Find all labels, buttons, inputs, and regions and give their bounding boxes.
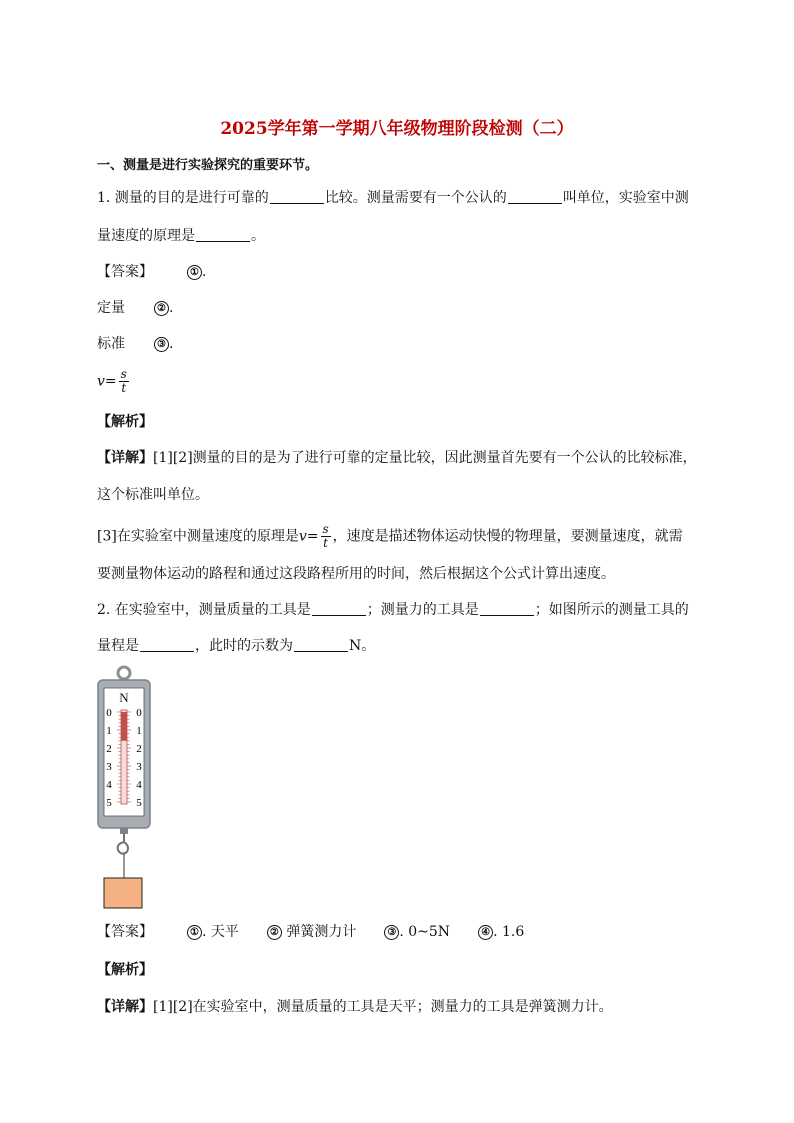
marker-4: ④ [478, 925, 493, 940]
answer-dot: . [169, 300, 174, 316]
tick-label-right: 4 [136, 779, 142, 791]
q2-text-1: 2. 在实验室中，测量质量的工具是 [97, 602, 311, 618]
marker-2: ② [267, 925, 282, 940]
q1-text-4: 量速度的原理是 [97, 228, 195, 244]
formula-v: v [97, 373, 105, 390]
detail-label: 【详解】 [97, 999, 153, 1015]
analysis-label: 【解析】 [97, 414, 153, 430]
q1-text-5: 。 [251, 228, 265, 244]
answer-blank [270, 189, 324, 204]
tick-label-left: 0 [106, 707, 112, 719]
tick-label-right: 1 [136, 725, 142, 737]
tick-label-left: 4 [106, 779, 112, 791]
formula-eq: = [104, 373, 117, 390]
answer-blank [196, 227, 250, 242]
q2-text-4: 量程是 [97, 638, 139, 654]
answer-1-text: 定量 [97, 300, 125, 316]
answer-label: 【答案】 [97, 924, 153, 940]
tick-label-right: 5 [136, 797, 142, 809]
q1-text-2: 比较。测量需要有一个公认的 [324, 190, 507, 206]
answer-blank [140, 637, 194, 652]
e1-text-3b: ，速度是描述物体运动快慢的物理量，要测量速度，就需 [332, 528, 683, 545]
tick-label-right: 0 [136, 707, 142, 719]
detail-label: 【详解】 [97, 450, 153, 466]
explanation-1-line-4: 要测量物体运动的路程和通过这段路程所用的时间，然后根据这个公式计算出速度。 [97, 566, 615, 582]
explanation-2-line-1 [97, 997, 613, 1017]
q2-answer-2: 弹簧测力计 [281, 924, 357, 940]
explanation-1-line-3 [97, 523, 683, 550]
e1-text-3a: [3]在实验室中测量速度的原理是 [97, 528, 299, 545]
page-title: 2025学年第一学期八年级物理阶段检测（二） [220, 119, 574, 139]
spring-scale-figure [94, 664, 154, 912]
formula-s: s [322, 522, 329, 536]
answer-row-2 [97, 298, 173, 318]
indicator-fill [121, 712, 127, 741]
q2-text-6: N。 [349, 638, 376, 654]
formula-t: t [121, 381, 127, 395]
e2-text-1: [1][2]在实验室中，测量质量的工具是天平；测量力的工具是弹簧测力计。 [153, 999, 613, 1015]
answer-row-1 [97, 262, 206, 282]
formula-t: t [323, 536, 328, 550]
answer-blank [508, 189, 562, 204]
marker-1: ① [187, 265, 202, 280]
marker-1: ① [187, 925, 202, 940]
q2-text-2: ；测量力的工具是 [366, 602, 479, 618]
q2-answer-4: . 1.6 [493, 924, 525, 940]
question-2-line-2 [97, 636, 375, 656]
question-2-line-1 [97, 600, 689, 620]
answer-blank [480, 601, 534, 616]
answer-row-3 [97, 334, 173, 354]
tick-label-right: 2 [136, 743, 142, 755]
hook-icon [118, 834, 128, 854]
marker-3: ③ [154, 337, 169, 352]
formula-fraction [321, 523, 331, 550]
answer-row-q2 [97, 922, 524, 942]
hanging-weight [104, 878, 142, 908]
unit-label: N [119, 690, 129, 705]
question-1-line-1 [97, 188, 689, 208]
marker-3: ③ [384, 925, 399, 940]
tick-label-left: 3 [106, 761, 112, 773]
formula-s: s [120, 367, 127, 381]
answer-dot: . [169, 336, 174, 352]
answer-dot: . [202, 264, 207, 280]
explanation-1-line-1 [97, 448, 697, 468]
explanation-1-line-2: 这个标准叫单位。 [97, 487, 209, 503]
q1-text-1: 1. 测量的目的是进行可靠的 [97, 190, 269, 206]
hook-connector [120, 828, 128, 834]
q2-answer-1: . 天平 [202, 924, 239, 940]
tick-label-left: 5 [106, 797, 112, 809]
answer-3-formula [97, 368, 131, 395]
q2-text-3: ；如图所示的测量工具的 [534, 602, 689, 618]
answer-label: 【答案】 [97, 264, 153, 280]
q1-text-3: 叫单位，实验室中测 [562, 190, 689, 206]
answer-blank [312, 601, 366, 616]
formula-eq: = [306, 528, 319, 545]
marker-2: ② [154, 301, 169, 316]
answer-2-text: 标准 [97, 336, 125, 352]
hanging-ring [118, 667, 130, 679]
tick-label-right: 3 [136, 761, 142, 773]
tick-label-left: 2 [106, 743, 112, 755]
analysis-label: 【解析】 [97, 962, 153, 978]
e1-text-1: [1][2]测量的目的是为了进行可靠的定量比较，因此测量首先要有一个公认的比较标准， [153, 450, 697, 466]
q2-text-5: ，此时的示数为 [195, 638, 293, 654]
tick-label-left: 1 [106, 725, 112, 737]
q2-answer-3: . 0~5N [399, 924, 451, 940]
question-1-line-2 [97, 226, 265, 246]
section-heading: 一、测量是进行实验探究的重要环节。 [97, 158, 319, 173]
answer-blank [294, 637, 348, 652]
formula-fraction [119, 368, 129, 395]
formula-v: v [298, 528, 307, 545]
